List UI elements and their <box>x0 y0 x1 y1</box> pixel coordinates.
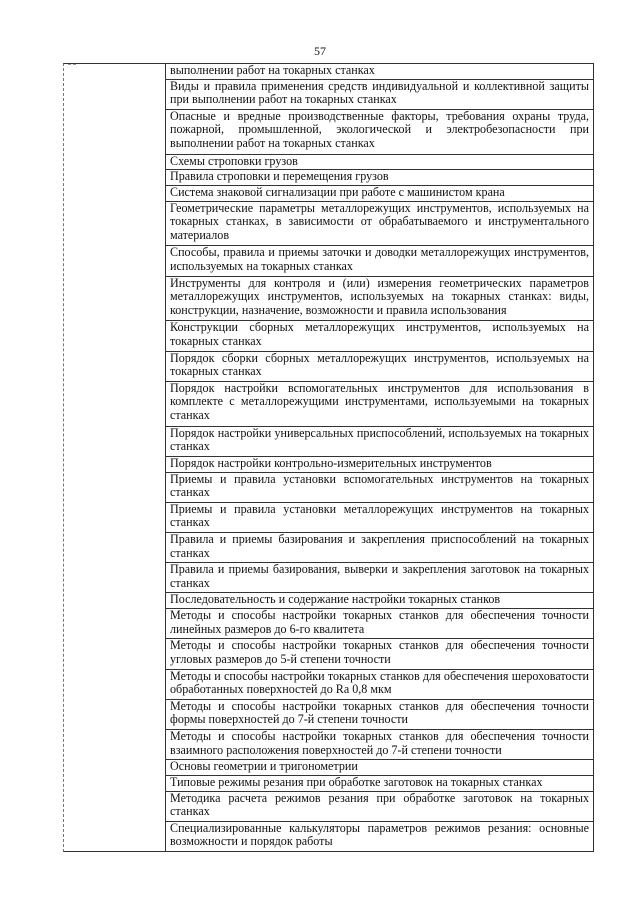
table-row <box>165 700 593 730</box>
table-cell-text: Приемы и правила установки металлорежущих инструментов на токарных станках <box>170 502 589 530</box>
table-row <box>165 639 593 669</box>
table-cell-text: выполнении работ на токарных станках <box>170 64 375 77</box>
table-row <box>165 186 593 202</box>
table-cell-text: Способы, правила и приемы заточки и доводки металлорежущих инструментов, используемых на токарных станках <box>170 246 589 274</box>
table-cell-text: Опасные и вредные производственные факторы, требования охраны труда, пожарной, промышленной, экологической и электробезопасности при выполнении работ на токарных станках <box>170 109 589 151</box>
table-cell-text: Типовые режимы резания при обработке заготовок на токарных станках <box>170 775 543 789</box>
table-cell-text: Методы и способы настройки токарных станков для обеспечения точности линейных размеров до 6-го квалитета <box>170 609 589 636</box>
table-row <box>165 609 593 639</box>
table-row <box>165 155 593 171</box>
table-cell-text: Правила и приемы базирования и закрепления приспособлений на токарных станках <box>170 532 589 560</box>
table-cell-text: Последовательность и содержание настройки токарных станков <box>170 593 501 607</box>
table-cell-text: Порядок настройки вспомогательных инструментов для использования в комплекте с металлорежущими инструментами, используемыми на токарных станках <box>170 381 589 423</box>
table-row <box>165 202 593 247</box>
table-cell-text: Порядок настройки универсальных приспособлений, используемых на токарных станках <box>170 426 589 454</box>
table-row <box>165 776 593 792</box>
table-row <box>165 427 593 457</box>
table-row <box>165 457 593 473</box>
table-row <box>165 563 593 593</box>
table-row <box>165 382 593 427</box>
table-cell-text: Правила и приемы базирования, выверки и закрепления заготовок на токарных станках <box>170 563 589 590</box>
table-row <box>165 503 593 533</box>
table-cell-text: Основы геометрии и тригонометрии <box>170 760 358 774</box>
table-row <box>165 822 593 851</box>
table-row <box>165 473 593 503</box>
table-row <box>165 352 593 382</box>
table-cell-text: Методы и способы настройки токарных станков для обеспечения точности формы поверхностей до 7-й степени точности <box>170 699 589 727</box>
table-row <box>165 730 593 760</box>
table-row <box>165 64 593 80</box>
table-right-column <box>165 64 593 851</box>
page-number: 57 <box>314 44 326 58</box>
table-cell-text: Система знаковой сигнализации при работе с машинистом крана <box>170 186 505 199</box>
table-row <box>165 670 593 700</box>
table-cell-text: Методы и способы настройки токарных станков для обеспечения точности взаимного расположения поверхностей до 7-й степени точности <box>170 729 589 757</box>
table-row <box>165 277 593 322</box>
table-cell-text: Конструкции сборных металлорежущих инструментов, используемых на токарных станках <box>170 321 589 349</box>
table-row <box>165 321 593 351</box>
table-cell-text: Схемы строповки грузов <box>170 154 298 168</box>
table-row <box>165 80 593 110</box>
table-cell-text: Методы и способы настройки токарных станков для обеспечения шероховатости обработанных поверхностей до Ra 0,8 мкм <box>170 669 589 697</box>
table-cell-text: Порядок сборки сборных металлорежущих инструментов, используемых на токарных станках <box>170 351 589 379</box>
table-cell-text: Геометрические параметры металлорежущих инструментов, используемых на токарных станках, в зависимости от обрабатываемого и инструментального материалов <box>170 201 589 242</box>
table-cell-text: Специализированные калькуляторы параметров режимов резания: основные возможности и порядок работы <box>170 821 589 849</box>
table-row <box>165 246 593 276</box>
knowledge-table <box>63 63 594 852</box>
table-cell-text: Правила строповки и перемещения грузов <box>170 170 389 184</box>
table-row <box>165 533 593 563</box>
table-cell-text: Приемы и правила установки вспомогательных инструментов на токарных станках <box>170 472 589 500</box>
table-cell-text: Методы и способы настройки токарных станков для обеспечения точности угловых размеров до 5-й степени точности <box>170 639 589 666</box>
table-cell-text: Порядок настройки контрольно-измерительных инструментов <box>170 456 492 470</box>
table-cell-text: Виды и правила применения средств индивидуальной и коллективной защиты при выполнении работ на токарных станках <box>170 79 589 107</box>
table-left-column <box>64 64 166 851</box>
table-cell-text: Инструменты для контроля и (или) измерения геометрических параметров металлорежущих инструментов, используемых на токарных станках: виды, конструкции, назначение, возможности и правила использования <box>170 276 589 317</box>
table-row <box>165 760 593 776</box>
table-cell-text: Методика расчета режимов резания при обработке заготовок на токарных станках <box>170 791 589 819</box>
table-row <box>165 110 593 155</box>
table-row <box>165 593 593 609</box>
table-row <box>165 170 593 186</box>
table-row <box>165 792 593 822</box>
